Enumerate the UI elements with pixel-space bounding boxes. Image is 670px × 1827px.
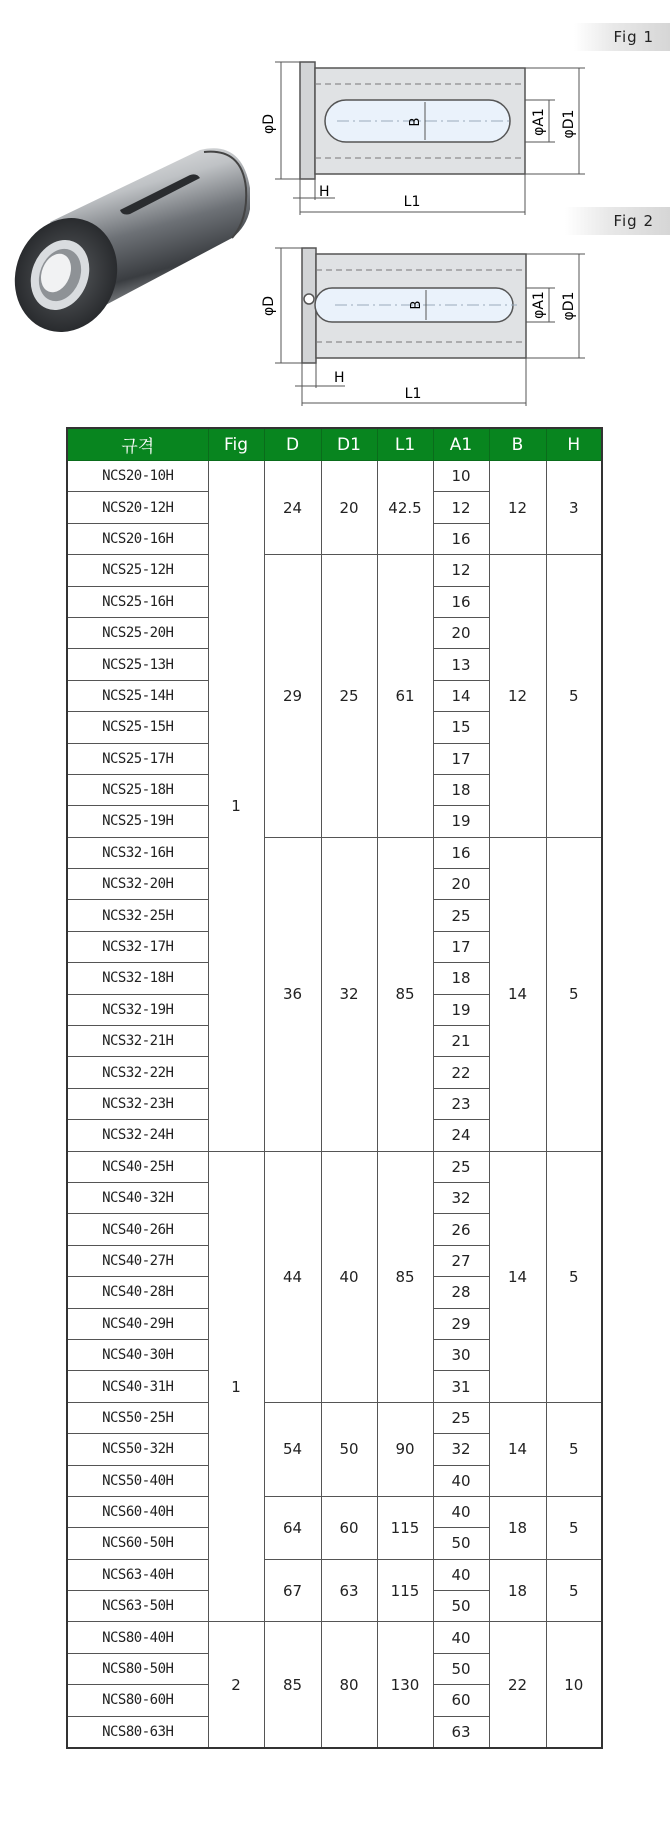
- d1-cell: 80: [321, 1622, 377, 1748]
- fig-cell: 2: [208, 1622, 264, 1748]
- b-cell: 14: [489, 1151, 546, 1402]
- fig1-tag: Fig 1: [574, 23, 670, 51]
- d-cell: 24: [264, 461, 321, 555]
- d1-cell: 25: [321, 555, 377, 838]
- a1-cell: 17: [433, 931, 489, 962]
- fig2-tag: Fig 2: [565, 207, 670, 235]
- d-cell: 29: [264, 555, 321, 838]
- d1-cell: 32: [321, 837, 377, 1151]
- model-cell: NCS20-12H: [67, 492, 208, 523]
- model-cell: NCS32-19H: [67, 994, 208, 1025]
- a1-cell: 27: [433, 1245, 489, 1276]
- a1-cell: 25: [433, 1151, 489, 1182]
- model-cell: NCS40-26H: [67, 1214, 208, 1245]
- model-cell: NCS32-25H: [67, 900, 208, 931]
- a1-cell: 40: [433, 1496, 489, 1527]
- a1-cell: 28: [433, 1277, 489, 1308]
- header-d: D: [264, 428, 321, 461]
- model-cell: NCS80-63H: [67, 1716, 208, 1748]
- a1-cell: 32: [433, 1434, 489, 1465]
- model-cell: NCS32-17H: [67, 931, 208, 962]
- header-a1: A1: [433, 428, 489, 461]
- model-cell: NCS32-20H: [67, 869, 208, 900]
- model-cell: NCS20-10H: [67, 461, 208, 492]
- l1-cell: 85: [377, 837, 433, 1151]
- fig1-drawing: [245, 40, 605, 230]
- model-cell: NCS80-60H: [67, 1685, 208, 1716]
- a1-cell: 60: [433, 1685, 489, 1716]
- h-cell: 5: [546, 1402, 602, 1496]
- l1-cell: 42.5: [377, 461, 433, 555]
- table-row: [67, 461, 602, 492]
- model-cell: NCS25-18H: [67, 774, 208, 805]
- a1-cell: 30: [433, 1339, 489, 1370]
- model-cell: NCS80-40H: [67, 1622, 208, 1653]
- a1-cell: 29: [433, 1308, 489, 1339]
- a1-cell: 40: [433, 1559, 489, 1590]
- header-spec: 규격: [67, 428, 208, 461]
- d-cell: 54: [264, 1402, 321, 1496]
- b-cell: 14: [489, 837, 546, 1151]
- fig-cell: 1: [208, 1151, 264, 1622]
- model-cell: NCS50-25H: [67, 1402, 208, 1433]
- h-cell: 10: [546, 1622, 602, 1748]
- model-cell: NCS25-14H: [67, 680, 208, 711]
- b-cell: 12: [489, 461, 546, 555]
- header-fig: Fig: [208, 428, 264, 461]
- a1-cell: 20: [433, 869, 489, 900]
- a1-cell: 24: [433, 1120, 489, 1151]
- a1-cell: 16: [433, 523, 489, 554]
- a1-cell: 23: [433, 1088, 489, 1119]
- d1-cell: 40: [321, 1151, 377, 1402]
- a1-cell: 22: [433, 1057, 489, 1088]
- fig2-label-a1: φA1: [531, 291, 547, 319]
- a1-cell: 25: [433, 1402, 489, 1433]
- a1-cell: 13: [433, 649, 489, 680]
- fig1-label-d: φD: [261, 113, 277, 135]
- table-row: [67, 1151, 602, 1182]
- a1-cell: 18: [433, 963, 489, 994]
- a1-cell: 50: [433, 1528, 489, 1559]
- table-row: [67, 1622, 602, 1653]
- table-row: [67, 555, 602, 586]
- a1-cell: 40: [433, 1465, 489, 1496]
- model-cell: NCS63-50H: [67, 1591, 208, 1622]
- model-cell: NCS25-19H: [67, 806, 208, 837]
- a1-cell: 50: [433, 1653, 489, 1684]
- fig2-label-h: H: [334, 370, 345, 386]
- model-cell: NCS32-23H: [67, 1088, 208, 1119]
- model-cell: NCS60-40H: [67, 1496, 208, 1527]
- l1-cell: 115: [377, 1559, 433, 1622]
- model-cell: NCS32-22H: [67, 1057, 208, 1088]
- b-cell: 18: [489, 1496, 546, 1559]
- l1-cell: 90: [377, 1402, 433, 1496]
- table-row: [67, 1559, 602, 1590]
- d1-cell: 63: [321, 1559, 377, 1622]
- model-cell: NCS40-31H: [67, 1371, 208, 1402]
- model-cell: NCS32-16H: [67, 837, 208, 868]
- d1-cell: 50: [321, 1402, 377, 1496]
- a1-cell: 50: [433, 1591, 489, 1622]
- d1-cell: 20: [321, 461, 377, 555]
- model-cell: NCS25-16H: [67, 586, 208, 617]
- h-cell: 3: [546, 461, 602, 555]
- d-cell: 64: [264, 1496, 321, 1559]
- a1-cell: 63: [433, 1716, 489, 1748]
- a1-cell: 18: [433, 774, 489, 805]
- fig1-label-h: H: [319, 184, 330, 200]
- a1-cell: 25: [433, 900, 489, 931]
- l1-cell: 115: [377, 1496, 433, 1559]
- a1-cell: 20: [433, 617, 489, 648]
- header-l1: L1: [377, 428, 433, 461]
- product-image: [10, 140, 250, 340]
- fig1-label-l1: L1: [403, 194, 421, 210]
- d-cell: 67: [264, 1559, 321, 1622]
- d-cell: 36: [264, 837, 321, 1151]
- model-cell: NCS50-40H: [67, 1465, 208, 1496]
- model-cell: NCS32-24H: [67, 1120, 208, 1151]
- model-cell: NCS63-40H: [67, 1559, 208, 1590]
- a1-cell: 16: [433, 837, 489, 868]
- a1-cell: 21: [433, 1026, 489, 1057]
- fig2-drawing: [245, 238, 605, 418]
- model-cell: NCS40-25H: [67, 1151, 208, 1182]
- a1-cell: 15: [433, 712, 489, 743]
- b-cell: 22: [489, 1622, 546, 1748]
- a1-cell: 19: [433, 806, 489, 837]
- model-cell: NCS40-32H: [67, 1182, 208, 1213]
- fig2-label-b: B: [409, 300, 424, 310]
- model-cell: NCS40-28H: [67, 1277, 208, 1308]
- model-cell: NCS25-13H: [67, 649, 208, 680]
- l1-cell: 61: [377, 555, 433, 838]
- table-header-row: [67, 428, 602, 461]
- h-cell: 5: [546, 1559, 602, 1622]
- fig-cell: 1: [208, 461, 264, 1152]
- fig2-label-d: φD: [261, 295, 277, 317]
- header-d1: D1: [321, 428, 377, 461]
- model-cell: NCS25-20H: [67, 617, 208, 648]
- a1-cell: 26: [433, 1214, 489, 1245]
- a1-cell: 10: [433, 461, 489, 492]
- spec-table: [66, 427, 603, 1749]
- h-cell: 5: [546, 1151, 602, 1402]
- b-cell: 18: [489, 1559, 546, 1622]
- model-cell: NCS40-29H: [67, 1308, 208, 1339]
- a1-cell: 32: [433, 1182, 489, 1213]
- d1-cell: 60: [321, 1496, 377, 1559]
- a1-cell: 31: [433, 1371, 489, 1402]
- d-cell: 44: [264, 1151, 321, 1402]
- table-row: [67, 837, 602, 868]
- fig1-label-d1: φD1: [561, 109, 577, 139]
- b-cell: 14: [489, 1402, 546, 1496]
- a1-cell: 19: [433, 994, 489, 1025]
- l1-cell: 130: [377, 1622, 433, 1748]
- header-b: B: [489, 428, 546, 461]
- model-cell: NCS32-18H: [67, 963, 208, 994]
- a1-cell: 12: [433, 555, 489, 586]
- header-h: H: [546, 428, 602, 461]
- b-cell: 12: [489, 555, 546, 838]
- fig2-label-d1: φD1: [561, 291, 577, 321]
- fig1-label-a1: φA1: [531, 108, 547, 136]
- model-cell: NCS20-16H: [67, 523, 208, 554]
- h-cell: 5: [546, 1496, 602, 1559]
- a1-cell: 40: [433, 1622, 489, 1653]
- table-row: [67, 1496, 602, 1527]
- a1-cell: 16: [433, 586, 489, 617]
- l1-cell: 85: [377, 1151, 433, 1402]
- model-cell: NCS40-27H: [67, 1245, 208, 1276]
- d-cell: 85: [264, 1622, 321, 1748]
- a1-cell: 12: [433, 492, 489, 523]
- model-cell: NCS25-17H: [67, 743, 208, 774]
- fig1-label-b: B: [408, 117, 423, 127]
- model-cell: NCS40-30H: [67, 1339, 208, 1370]
- model-cell: NCS50-32H: [67, 1434, 208, 1465]
- a1-cell: 14: [433, 680, 489, 711]
- a1-cell: 17: [433, 743, 489, 774]
- model-cell: NCS60-50H: [67, 1528, 208, 1559]
- h-cell: 5: [546, 555, 602, 838]
- fig2-label-l1: L1: [404, 386, 422, 402]
- h-cell: 5: [546, 837, 602, 1151]
- model-cell: NCS32-21H: [67, 1026, 208, 1057]
- model-cell: NCS80-50H: [67, 1653, 208, 1684]
- model-cell: NCS25-15H: [67, 712, 208, 743]
- model-cell: NCS25-12H: [67, 555, 208, 586]
- table-row: [67, 1402, 602, 1433]
- spec-table-body: [67, 461, 602, 1749]
